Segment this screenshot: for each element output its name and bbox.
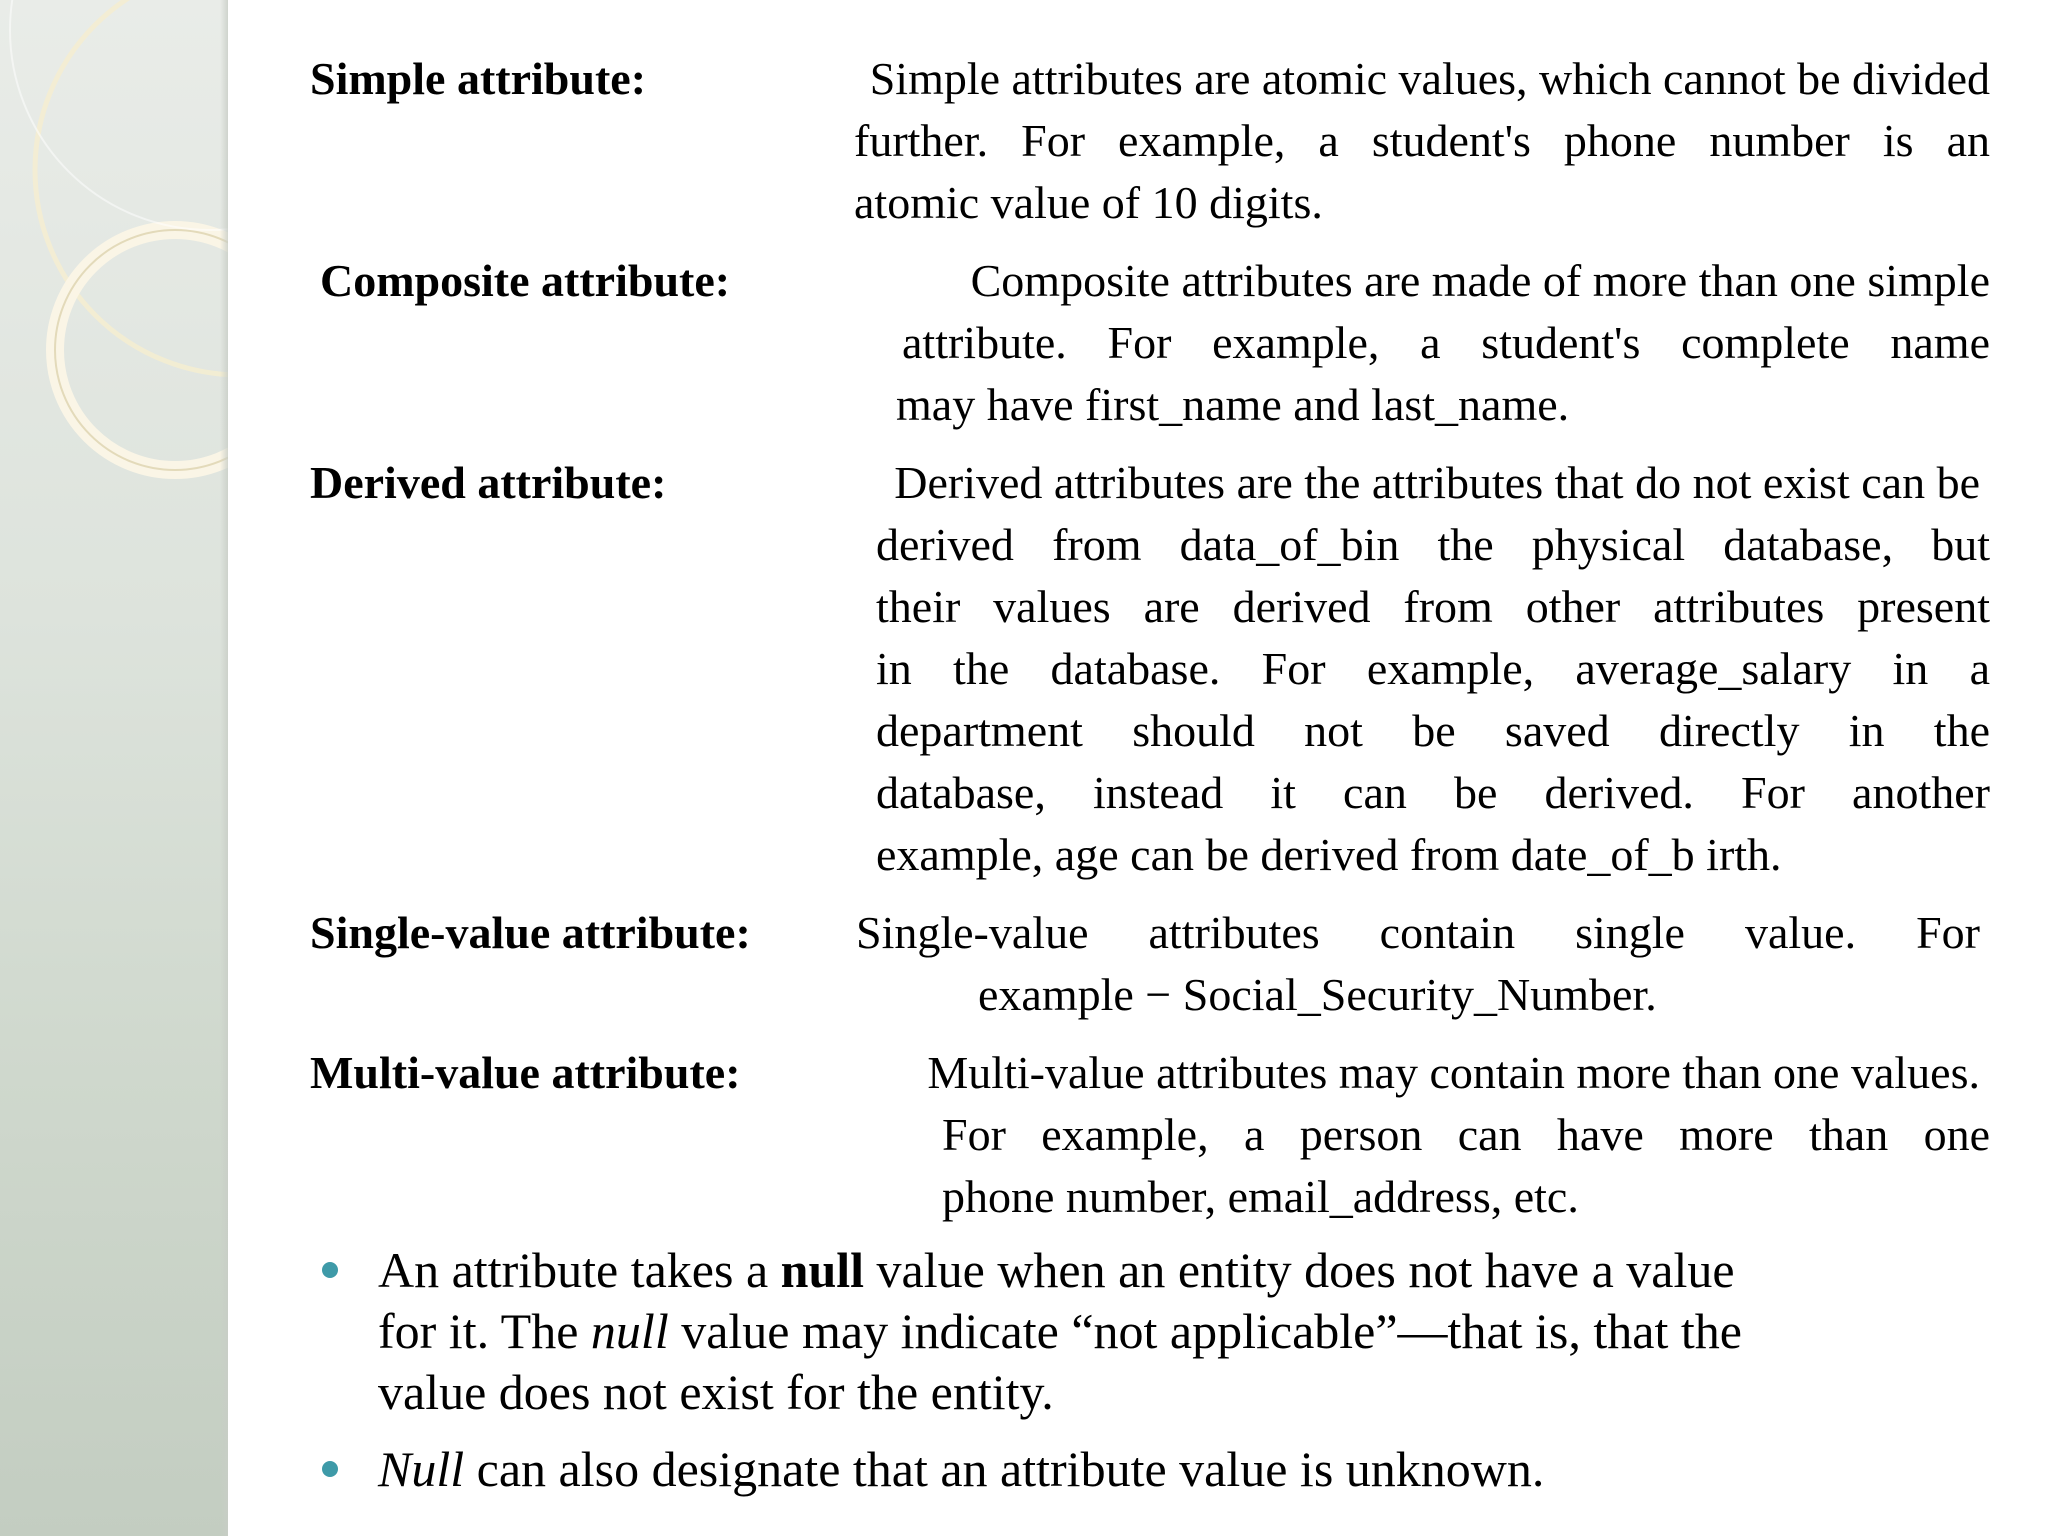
definition-single-value-attribute — [310, 902, 1990, 1026]
definition-text: example − Social_Security_Number. — [978, 969, 1657, 1020]
term-label: Composite attribute: — [320, 255, 731, 306]
bold-null: null — [780, 1242, 865, 1298]
definition-text: example, age can be derived from date_of_b irth. — [876, 829, 1782, 880]
definition-text: Simple attributes are atomic values, which cannot be divided — [869, 53, 1990, 104]
italic-null: Null — [378, 1441, 465, 1497]
bullet-item-null-unknown: Null can also designate that an attribute value is unknown. — [318, 1439, 1998, 1500]
definition-text: Multi-value attributes may contain more than one values. — [927, 1047, 1980, 1098]
definition-text: derived from data_of_bin the physical database, but — [876, 519, 1990, 570]
definition-derived-attribute — [310, 452, 1990, 886]
definition-text: For example, a person can have more than one — [942, 1109, 1990, 1160]
definition-text: may have first_name and last_name. — [896, 379, 1570, 430]
definition-text: in the database. For example, average_salary in a — [876, 643, 1990, 694]
decorative-rings — [0, 0, 228, 1536]
decorative-sidebar — [0, 0, 228, 1536]
definition-text: atomic value of 10 digits. — [854, 177, 1323, 228]
definition-text: department should not be saved directly in the — [876, 705, 1990, 756]
definition-text: their values are derived from other attributes present — [876, 581, 1990, 632]
definition-text: database, instead it can be derived. For another — [876, 767, 1990, 818]
definition-simple-attribute — [310, 48, 1990, 234]
definition-text: phone number, email_address, etc. — [942, 1171, 1579, 1222]
definition-text: attribute. For example, a student's complete name — [902, 317, 1990, 368]
bullet-item-null-value: An attribute takes a null value when an entity does not have a value for it. The null value may indicate “not applicable”—that is, that the value does not exist for the entity. — [318, 1240, 1998, 1423]
bullet-dot-icon — [322, 1461, 338, 1477]
bullet-list — [318, 1240, 1998, 1516]
definition-composite-attribute — [320, 250, 1990, 436]
definitions-list — [310, 48, 1990, 1244]
term-label: Derived attribute: — [310, 457, 667, 508]
term-label: Simple attribute: — [310, 53, 647, 104]
term-label: Single-value attribute: — [310, 907, 751, 958]
definition-text: Single-value attributes contain single value. For — [856, 907, 1980, 958]
definition-text: Derived attributes are the attributes that do not exist can be — [894, 457, 1980, 508]
definition-text: Composite attributes are made of more than one simple — [970, 255, 1990, 306]
definition-text: further. For example, a student's phone number is an — [854, 115, 1990, 166]
italic-null: null — [590, 1303, 669, 1359]
bullet-dot-icon — [322, 1262, 338, 1278]
term-label: Multi-value attribute: — [310, 1047, 741, 1098]
definition-multi-value-attribute — [310, 1042, 1990, 1228]
